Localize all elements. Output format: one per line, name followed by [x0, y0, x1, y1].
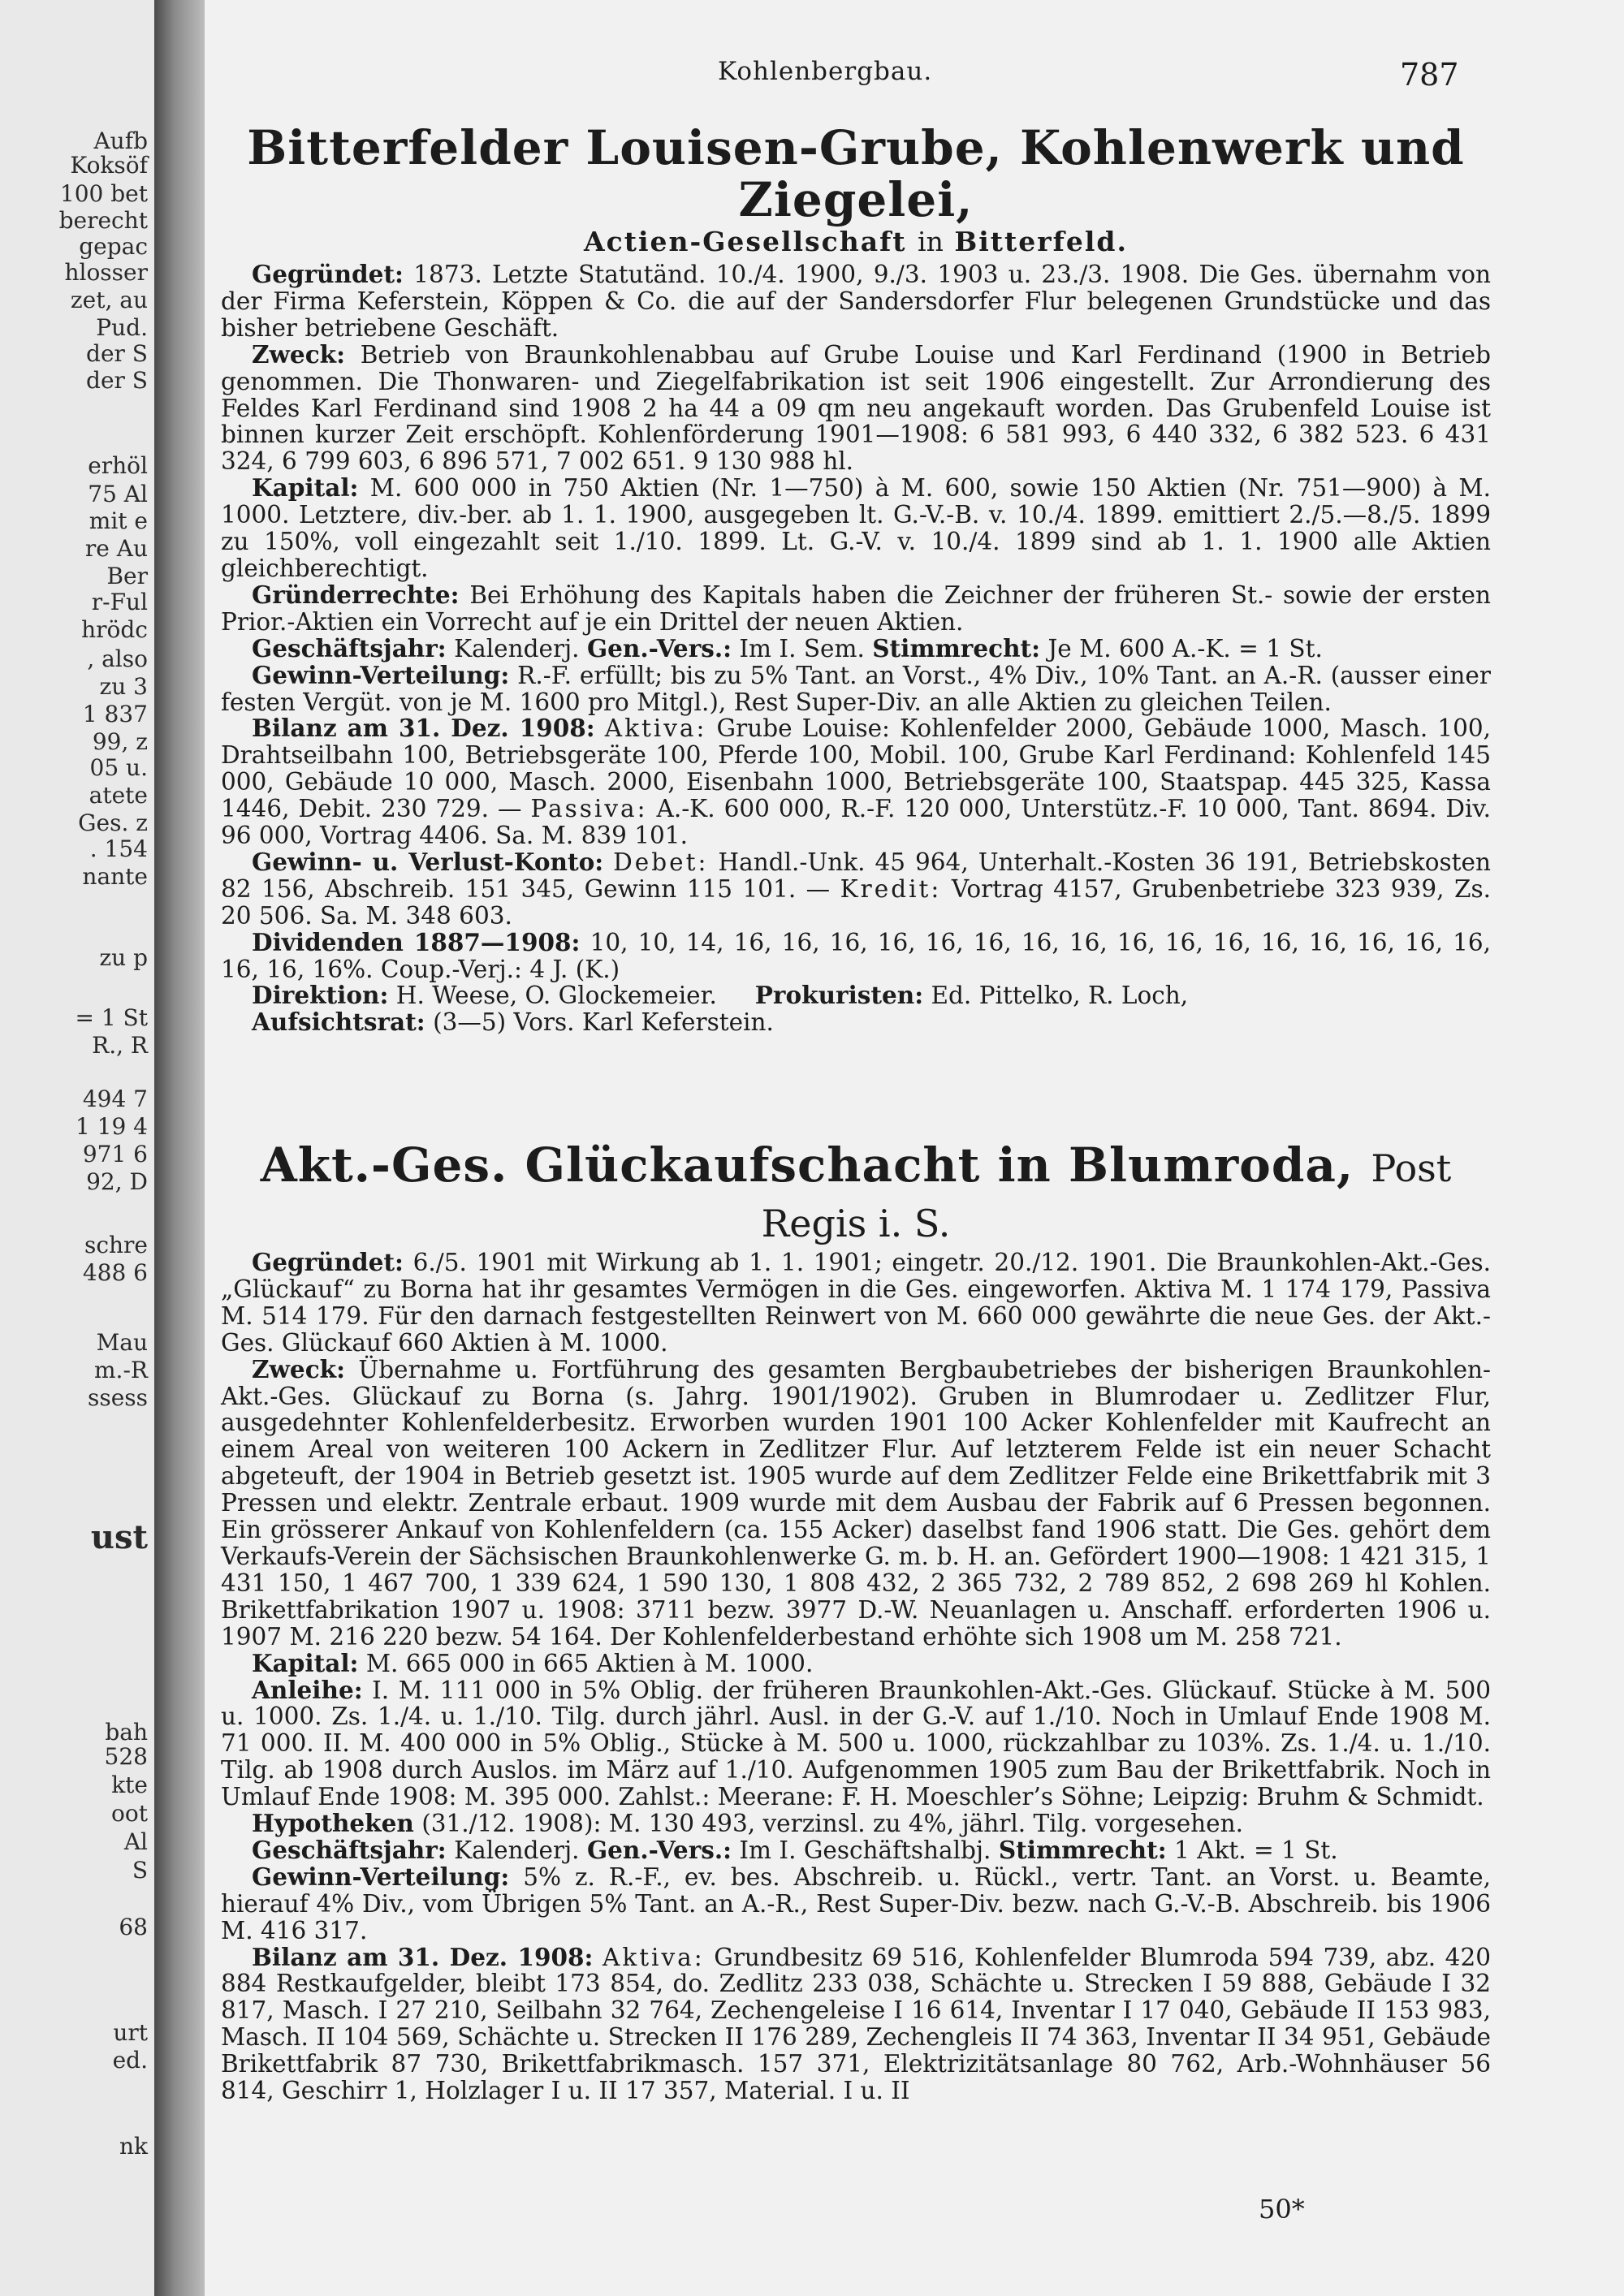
- facing-text-fragment: 05 u.: [89, 754, 148, 781]
- company-entry-bitterfeld: [221, 122, 1491, 1036]
- text-kredit: Vortrag 4157, Grubenbetriebe 323 939, Zs. 20 506. Sa. M. 348 603.: [221, 874, 1491, 930]
- paragraph-kapital: [221, 1648, 1491, 1677]
- label-genvers: Gen.-Vers.:: [586, 633, 732, 662]
- facing-text-fragment: urt: [113, 2019, 148, 2046]
- paragraph-anleihe: [221, 1677, 1491, 1811]
- facing-text-fragment: zet, au: [70, 287, 148, 313]
- label-hypotheken: Hypotheken: [252, 1809, 414, 1838]
- text-gewinn-verteilung: R.-F. erfüllt; bis zu 5% Tant. an Vorst., 4% Div., 10% Tant. an A.-R. (ausser einer festen Vergüt. von je M. 1600 pro Mitgl.), Rest Super-Div. an alle Aktien zu gleichen Teilen.: [221, 661, 1491, 716]
- text-direktion: H. Weese, O. Glockemeier.: [395, 982, 717, 1010]
- label-geschaeftsjahr: Geschäftsjahr:: [252, 1835, 447, 1864]
- facing-text-fragment: . 154: [89, 835, 148, 862]
- paragraph-gruenderrechte: [221, 582, 1491, 636]
- label-gegruendet: Gegründet:: [252, 260, 404, 288]
- book-gutter: [154, 0, 205, 2296]
- paragraph-geschaeftsjahr: [221, 1837, 1491, 1864]
- facing-text-fragment: berecht: [58, 207, 148, 234]
- text-aufsichtsrat: (3—5) Vors. Karl Keferstein.: [433, 1008, 774, 1037]
- facing-text-fragment: kte: [111, 1772, 148, 1798]
- label-aktiva: Aktiva:: [604, 714, 707, 743]
- paragraph-kapital: [221, 475, 1491, 582]
- text-gewinn-verteilung: 5% z. R.-F., ev. bes. Abschreib. u. Rückl., vertr. Tant. an Vorst. u. Beamte, hierauf 4% Div., vom Übrigen 5% Tant. an A.-R., Rest Super-Div. bezw. nach G.-V.-B. Abschreib. bis 1906 M. 416 317.: [221, 1862, 1491, 1944]
- text-kapital: M. 600 000 in 750 Aktien (Nr. 1—750) à M. 600, sowie 150 Aktien (Nr. 751—900) à M. 1000. Letztere, div.-ber. ab 1. 1. 1900, ausgegeben lt. G.-V.-B. v. 10./4. 1899. emittiert 2./5.—8./5. 1899 zu 150%, voll eingezahlt seit 1./10. 1899. Lt. G.-V. v. 10./4. 1899 sind ab 1. 1. 1900 alle Aktien gleichberechtigt.: [221, 474, 1491, 582]
- paragraph-gegruendet: [221, 261, 1491, 342]
- running-title: Kohlenbergbau.: [718, 57, 933, 86]
- facing-text-fragment: , also: [87, 645, 148, 672]
- company-title-main: Akt.-Ges. Glückaufschacht in Blumroda,: [260, 1137, 1354, 1193]
- facing-text-fragment: Al: [123, 1828, 148, 1855]
- text-hypotheken: (31./12. 1908): M. 130 493, verzinsl. zu 4%, jährl. Tilg. vorgesehen.: [421, 1810, 1243, 1838]
- text-kapital: M. 665 000 in 665 Aktien à M. 1000.: [365, 1649, 814, 1677]
- subtitle-form: Actien-Gesellschaft: [584, 226, 907, 257]
- facing-text-fragment: R., R: [92, 1032, 148, 1059]
- paragraph-bilanz: [221, 1944, 1491, 2104]
- facing-text-fragment: bah: [105, 1719, 148, 1746]
- facing-text-fragment: 494 7: [82, 1085, 148, 1112]
- facing-text-fragment: S: [132, 1857, 148, 1884]
- facing-text-fragment: r-Ful: [91, 589, 148, 615]
- text-prokuristen: Ed. Pittelko, R. Loch,: [931, 982, 1189, 1010]
- facing-text-fragment: Ber: [106, 563, 148, 589]
- label-kredit: Kredit:: [840, 874, 942, 903]
- text-passiva: A.-K. 600 000, R.-F. 120 000, Unterstütz.-F. 10 000, Tant. 8694. Div. 96 000, Vortrag 4406. Sa. M. 839 101.: [221, 795, 1491, 850]
- label-gewinn-verteilung: Gewinn-Verteilung:: [252, 1862, 510, 1891]
- facing-text-fragment: 1 19 4: [75, 1113, 148, 1140]
- label-prokuristen: Prokuristen:: [754, 981, 924, 1010]
- text-dividenden: 10, 10, 14, 16, 16, 16, 16, 16, 16, 16, 16, 16, 16, 16, 16, 16, 16, 16, 16, 16, 16, 16%. Coup.-Verj.: 4 J. (K.): [221, 928, 1491, 983]
- company-subtitle: [221, 226, 1491, 258]
- facing-text-fragment: zu 3: [99, 673, 148, 700]
- text-gruenderrechte: Bei Erhöhung des Kapitals haben die Zeichner der früheren St.- sowie der ersten Prior.-Aktien ein Vorrecht auf je ein Drittel der neuen Aktien.: [221, 580, 1491, 636]
- label-gewinn-verteilung: Gewinn-Verteilung:: [252, 660, 510, 689]
- paragraph-aufsichtsrat: [221, 1009, 1491, 1036]
- text-zweck: Übernahme u. Fortführung des gesamten Bergbaubetriebes der bisherigen Braunkohlen-Akt.-Ges. Glückauf zu Borna (s. Jahrg. 1901/1902). Gruben in Blumrodaer u. Zedlitzer Flur, ausgedehnter Kohlenfelderbesitz. Erworben wurden 1901 100 Acker Kohlenfelder mit Kaufrecht an einem Areal von weiteren 100 Ackern in Zedlitzer Flur. Auf letzterem Felde ist ein neuer Schacht abgeteuft, der 1904 in Betrieb gesetzt ist. 1905 wurde auf dem Zedlitzer Felde eine Brikettfabrik mit 3 Pressen und elektr. Zentrale erbaut. 1909 wurde mit dem Ausbau der Fabrik auf 6 Pressen begonnen. Ein grösserer Ankauf von Kohlenfeldern (ca. 155 Acker) daselbst fand 1906 statt. Die Ges. gehört dem Verkaufs-Verein der Sächsischen Braunkohlenwerke G. m. b. H. an. Gefördert 1900—1908: 1 421 315, 1 431 150, 1 467 700, 1 339 624, 1 590 130, 1 808 432, 2 365 732, 2 789 852, 2 698 269 hl Kohlen. Brikettfabrikation 1907 u. 1908: 3711 bezw. 3977 D.-W. Neuanlagen u. Anschaff. erforderten 1906 u. 1907 M. 216 220 bezw. 54 164. Der Kohlenfelderbestand erhöhte sich 1908 um M. 258 721.: [221, 1355, 1491, 1651]
- company-title: Bitterfelder Louisen-Grube, Kohlenwerk und Ziegelei,: [247, 120, 1465, 227]
- paragraph-hypotheken: [221, 1810, 1491, 1837]
- document-page: [205, 0, 1624, 2296]
- text-aktiva: Grube Louise: Kohlenfelder 2000, Gebäude 1000, Masch. 100, Drahtseilbahn 100, Betriebsgeräte 100, Pferde 100, Mobil. 100, Grube Karl Ferdinand: Kohlenfeld 145 000, Gebäude 10 000, Masch. 2000, Eisenbahn 1000, Betriebsgeräte 100, Staatspap. 445 325, Kassa 1446, Debit. 230 729. —: [221, 714, 1491, 823]
- text-stimmrecht: Je M. 600 A.-K. = 1 St.: [1047, 634, 1323, 662]
- label-bilanz: Bilanz am 31. Dez. 1908:: [252, 714, 595, 743]
- text-debet: Handl.-Unk. 45 964, Unterhalt.-Kosten 36 191, Betriebskosten 82 156, Abschreib. 151 345, Gewinn 115 101. —: [221, 848, 1491, 903]
- facing-text-fragment: hrödc: [81, 616, 148, 643]
- facing-text-fragment: ed.: [112, 2047, 148, 2074]
- subtitle-place: Bitterfeld.: [954, 226, 1128, 257]
- facing-text-fragment: erhöl: [88, 452, 148, 479]
- paragraph-direktion: [221, 982, 1491, 1009]
- label-kapital: Kapital:: [252, 473, 359, 503]
- facing-text-fragment: ssess: [87, 1384, 148, 1411]
- facing-text-fragment: 68: [119, 1914, 148, 1940]
- facing-text-fragment: der S: [86, 340, 148, 367]
- paragraph-dividenden: [221, 927, 1491, 983]
- text-genvers: Im I. Sem.: [739, 634, 865, 662]
- label-stimmrecht: Stimmrecht:: [872, 633, 1041, 662]
- label-stimmrecht: Stimmrecht:: [998, 1835, 1167, 1864]
- text-stimmrecht: 1 Akt. = 1 St.: [1174, 1836, 1338, 1864]
- company-title-post: Post Regis i. S.: [761, 1146, 1452, 1245]
- facing-text-fragment: 1 837: [82, 701, 148, 727]
- paragraph-gewinn-verteilung: [221, 1864, 1491, 1944]
- text-geschaeftsjahr: Kalenderj.: [454, 1836, 580, 1864]
- facing-text-fragment: 75 Al: [88, 481, 148, 507]
- facing-text-fragment: zu p: [99, 944, 148, 971]
- label-direktion: Direktion:: [252, 981, 389, 1010]
- facing-text-fragment: schre: [84, 1232, 148, 1258]
- facing-text-fragment: Koksöf: [70, 152, 148, 179]
- facing-text-fragment: 528: [104, 1743, 148, 1770]
- facing-text-fragment: m.-R: [94, 1357, 148, 1383]
- paragraph-bilanz: [221, 715, 1491, 849]
- facing-text-fragment: 92, D: [86, 1168, 148, 1195]
- facing-text-fragment: Ges. z: [78, 809, 148, 836]
- facing-text-fragment: nante: [82, 863, 148, 890]
- facing-text-fragment: 99, z: [92, 728, 148, 755]
- label-gegruendet: Gegründet:: [252, 1248, 404, 1276]
- text-anleihe: I. M. 111 000 in 5% Oblig. der früheren Braunkohlen-Akt.-Ges. Glückauf. Stücke à M. 500 u. 1000. Zs. 1./4. u. 1./10. Tilg. durch jährl. Ausl. in der G.-V. auf 1./10. Noch in Umlauf Ende 1908 M. 71 000. II. M. 400 000 in 5% Oblig., Stücke à M. 500 u. 1000, rückzahlbar zu 103%. Zs. 1./4. u. 1./10. Tilg. ab 1908 durch Auslos. im März auf 1./10. Aufgenommen 1905 zum Bau der Brikettfabrik. Noch in Umlauf Ende 1908: M. 395 000. Zahlst.: Meerane: F. H. Moeschler’s Söhne; Leipzig: Bruhm & Schmidt.: [221, 1676, 1491, 1811]
- text-genvers: Im I. Geschäftshalbj.: [739, 1836, 991, 1864]
- paragraph-gewinn-verteilung: [221, 662, 1491, 716]
- text-geschaeftsjahr: Kalenderj.: [454, 634, 580, 662]
- label-aufsichtsrat: Aufsichtsrat:: [252, 1008, 425, 1037]
- text-zweck: Betrieb von Braunkohlenabbau auf Grube Louise und Karl Ferdinand (1900 in Betrieb genommen. Die Thonwaren- und Ziegelfabrikation ist seit 1906 eingestellt. Zur Arrondierung des Feldes Karl Ferdinand sind 1908 2 ha 44 a 09 qm neu angekauft worden. Das Grubenfeld Louise ist binnen kurzer Zeit erschöpft. Kohlenförderung 1901—1908: 6 581 993, 6 440 332, 6 382 523. 6 431 324, 6 799 603, 6 896 571, 7 002 651. 9 130 988 hl.: [221, 340, 1491, 476]
- label-genvers: Gen.-Vers.:: [586, 1835, 732, 1864]
- label-gruenderrechte: Gründerrechte:: [252, 580, 460, 609]
- paragraph-zweck: [221, 339, 1491, 476]
- label-bilanz: Bilanz am 31. Dez. 1908:: [252, 1942, 594, 1971]
- facing-text-fragment: hlosser: [64, 259, 148, 286]
- facing-text-fragment: nk: [119, 2133, 148, 2160]
- facing-text-fragment: oot: [111, 1800, 148, 1827]
- label-aktiva: Aktiva:: [603, 1943, 705, 1971]
- paragraph-geschaeftsjahr: [221, 633, 1491, 662]
- facing-text-fragment: mit e: [89, 507, 148, 534]
- paragraph-zweck: [221, 1354, 1491, 1651]
- company-entry-blumroda: [221, 1139, 1491, 2104]
- label-anleihe: Anleihe:: [252, 1675, 363, 1704]
- page-number: 787: [1400, 57, 1459, 93]
- facing-text-fragment: 488 6: [82, 1259, 148, 1286]
- facing-text-fragment: der S: [86, 367, 148, 394]
- label-zweck: Zweck:: [252, 339, 345, 369]
- company-title: [221, 1139, 1491, 1249]
- facing-text-fragment: 971 6: [82, 1141, 148, 1167]
- facing-text-fragment: Mau: [96, 1329, 148, 1356]
- signature-mark: 50*: [1259, 2194, 1305, 2225]
- label-guv: Gewinn- u. Verlust-Konto:: [252, 847, 604, 876]
- label-zweck: Zweck:: [252, 1354, 345, 1383]
- facing-page-fragment: [0, 0, 157, 2296]
- facing-text-fragment: = 1 St: [75, 1004, 148, 1031]
- label-dividenden: Dividenden 1887—1908:: [252, 927, 581, 956]
- facing-text-fragment: 100 bet: [59, 180, 148, 207]
- facing-text-fragment: Aufb: [93, 127, 148, 154]
- text-aktiva: Grundbesitz 69 516, Kohlenfelder Blumroda 594 739, abz. 420 884 Restkaufgelder, bleibt 173 854, do. Zedlitz 233 038, Schächte u. Strecken I 59 888, Gebäude I 32 817, Masch. I 27 210, Seilbahn 32 764, Zechengeleise I 16 614, Inventar I 17 040, Gebäude II 153 983, Masch. II 104 569, Schächte u. Strecken II 176 289, Zechengleis II 74 363, Inventar II 34 951, Gebäude Brikettfabrik 87 730, Brikettfabrikmasch. 157 371, Elektrizitätsanlage 80 762, Arb.-Wohnhäuser 56 814, Geschirr 1, Holzlager I u. II 17 357, Material. I u. II: [221, 1943, 1491, 2105]
- facing-text-fragment: ust: [90, 1518, 148, 1556]
- running-head: [205, 57, 1624, 93]
- facing-text-fragment: re Au: [84, 535, 148, 562]
- label-geschaeftsjahr: Geschäftsjahr:: [252, 633, 447, 662]
- paragraph-guv: [221, 849, 1491, 930]
- facing-text-fragment: atete: [89, 782, 148, 809]
- facing-text-fragment: gepac: [79, 233, 148, 260]
- text-gegruendet: 6./5. 1901 mit Wirkung ab 1. 1. 1901; eingetr. 20./12. 1901. Die Braunkohlen-Akt.-Ges. „Glückauf“ zu Borna hat ihr gesamtes Vermögen in die Ges. eingeworfen. Aktiva M. 1 174 179, Passiva M. 514 179. Für den darnach festgestellten Reinwert von M. 660 000 gewährte die neue Ges. der Akt.-Ges. Glückauf 660 Aktien à M. 1000.: [221, 1249, 1491, 1357]
- label-passiva: Passiva:: [530, 795, 648, 823]
- facing-text-fragment: Pud.: [96, 314, 148, 341]
- text-gegruendet: 1873. Letzte Statutänd. 10./4. 1900, 9./3. 1903 u. 23./3. 1908. Die Ges. übernahm von der Firma Keferstein, Köppen & Co. die auf der Sandersdorfer Flur belegenen Grundstücke und das bisher betriebene Geschäft.: [221, 261, 1491, 342]
- label-kapital: Kapital:: [252, 1648, 359, 1677]
- label-debet: Debet:: [613, 848, 709, 876]
- paragraph-gegruendet: [221, 1249, 1491, 1357]
- subtitle-in: in: [918, 226, 944, 257]
